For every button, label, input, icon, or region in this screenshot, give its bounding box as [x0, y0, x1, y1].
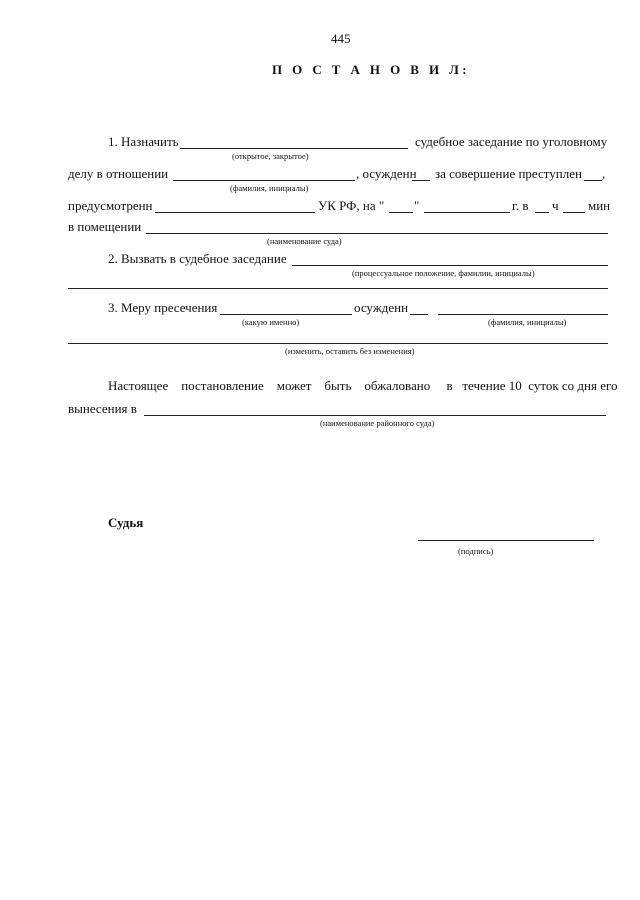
restraint-measure-caption: (какую именно) — [242, 317, 300, 327]
quote-close: " — [414, 198, 420, 213]
district-court-blank[interactable] — [144, 415, 606, 416]
item-1-text: судебное заседание по уголовному — [415, 134, 608, 149]
provided-ending-blank[interactable] — [155, 212, 315, 213]
district-court-caption: (наименование районного суда) — [320, 418, 435, 428]
appeal-line-2-lead: вынесения в — [68, 401, 137, 416]
item-1-line2-lead: делу в отношении — [68, 166, 169, 181]
defendant-name-caption: (фамилия, инициалы) — [230, 183, 309, 193]
item-2-lead: 2. Вызвать в судебное заседание — [108, 251, 287, 266]
restraint-decision-caption: (изменить, оставить без изменения) — [285, 346, 415, 356]
convicted-name-blank[interactable] — [438, 314, 608, 315]
item-3-convicted: осужденн — [354, 300, 409, 315]
hearing-type-blank[interactable] — [180, 148, 408, 149]
item-1-line4-lead: в помещении — [68, 219, 142, 234]
item-1-crime: за совершение преступлен — [435, 166, 582, 181]
item-1-code: УК РФ, на " — [318, 198, 385, 213]
convicted-name-caption: (фамилия, инициалы) — [488, 317, 567, 327]
court-premises-blank[interactable] — [146, 233, 608, 234]
defendant-name-blank[interactable] — [173, 180, 355, 181]
restraint-measure-blank[interactable] — [220, 314, 352, 315]
crime-ending-blank[interactable] — [584, 180, 602, 181]
item-1-convicted: , осужденн — [356, 166, 417, 181]
signature-blank[interactable] — [418, 540, 594, 541]
item-1-line3-lead: предусмотренн — [68, 198, 153, 213]
month-blank[interactable] — [424, 212, 510, 213]
restraint-decision-blank[interactable] — [68, 343, 608, 344]
item-1-minutes: мин — [588, 198, 611, 213]
summoned-persons-blank-1[interactable] — [292, 265, 608, 266]
summoned-persons-blank-2[interactable] — [68, 288, 608, 289]
page-number: 445 — [331, 31, 351, 46]
item-1-line2-end: , — [602, 166, 606, 181]
item-3-lead: 3. Меру пресечения — [108, 300, 218, 315]
item-1-lead: 1. Назначить — [108, 134, 179, 149]
convicted-ending-blank-2[interactable] — [410, 314, 428, 315]
hearing-type-caption: (открытое, закрытое) — [232, 151, 309, 161]
judge-label: Судья — [108, 515, 144, 530]
item-1-hours: ч — [552, 198, 559, 213]
item-1-year: г. в — [512, 198, 529, 213]
hours-blank[interactable] — [535, 212, 549, 213]
signature-caption: (подпись) — [458, 546, 494, 556]
document-title: П О С Т А Н О В И Л: — [272, 62, 470, 77]
court-name-caption: (наименование суда) — [267, 236, 342, 246]
summoned-persons-caption: (процессуальное положение, фамилии, инициалы) — [352, 268, 535, 278]
appeal-line-1: Настоящее постановление может быть обжаловано в течение 10 суток со дня его — [108, 378, 618, 393]
day-blank[interactable] — [389, 212, 413, 213]
minutes-blank[interactable] — [563, 212, 585, 213]
convicted-ending-blank[interactable] — [412, 180, 430, 181]
